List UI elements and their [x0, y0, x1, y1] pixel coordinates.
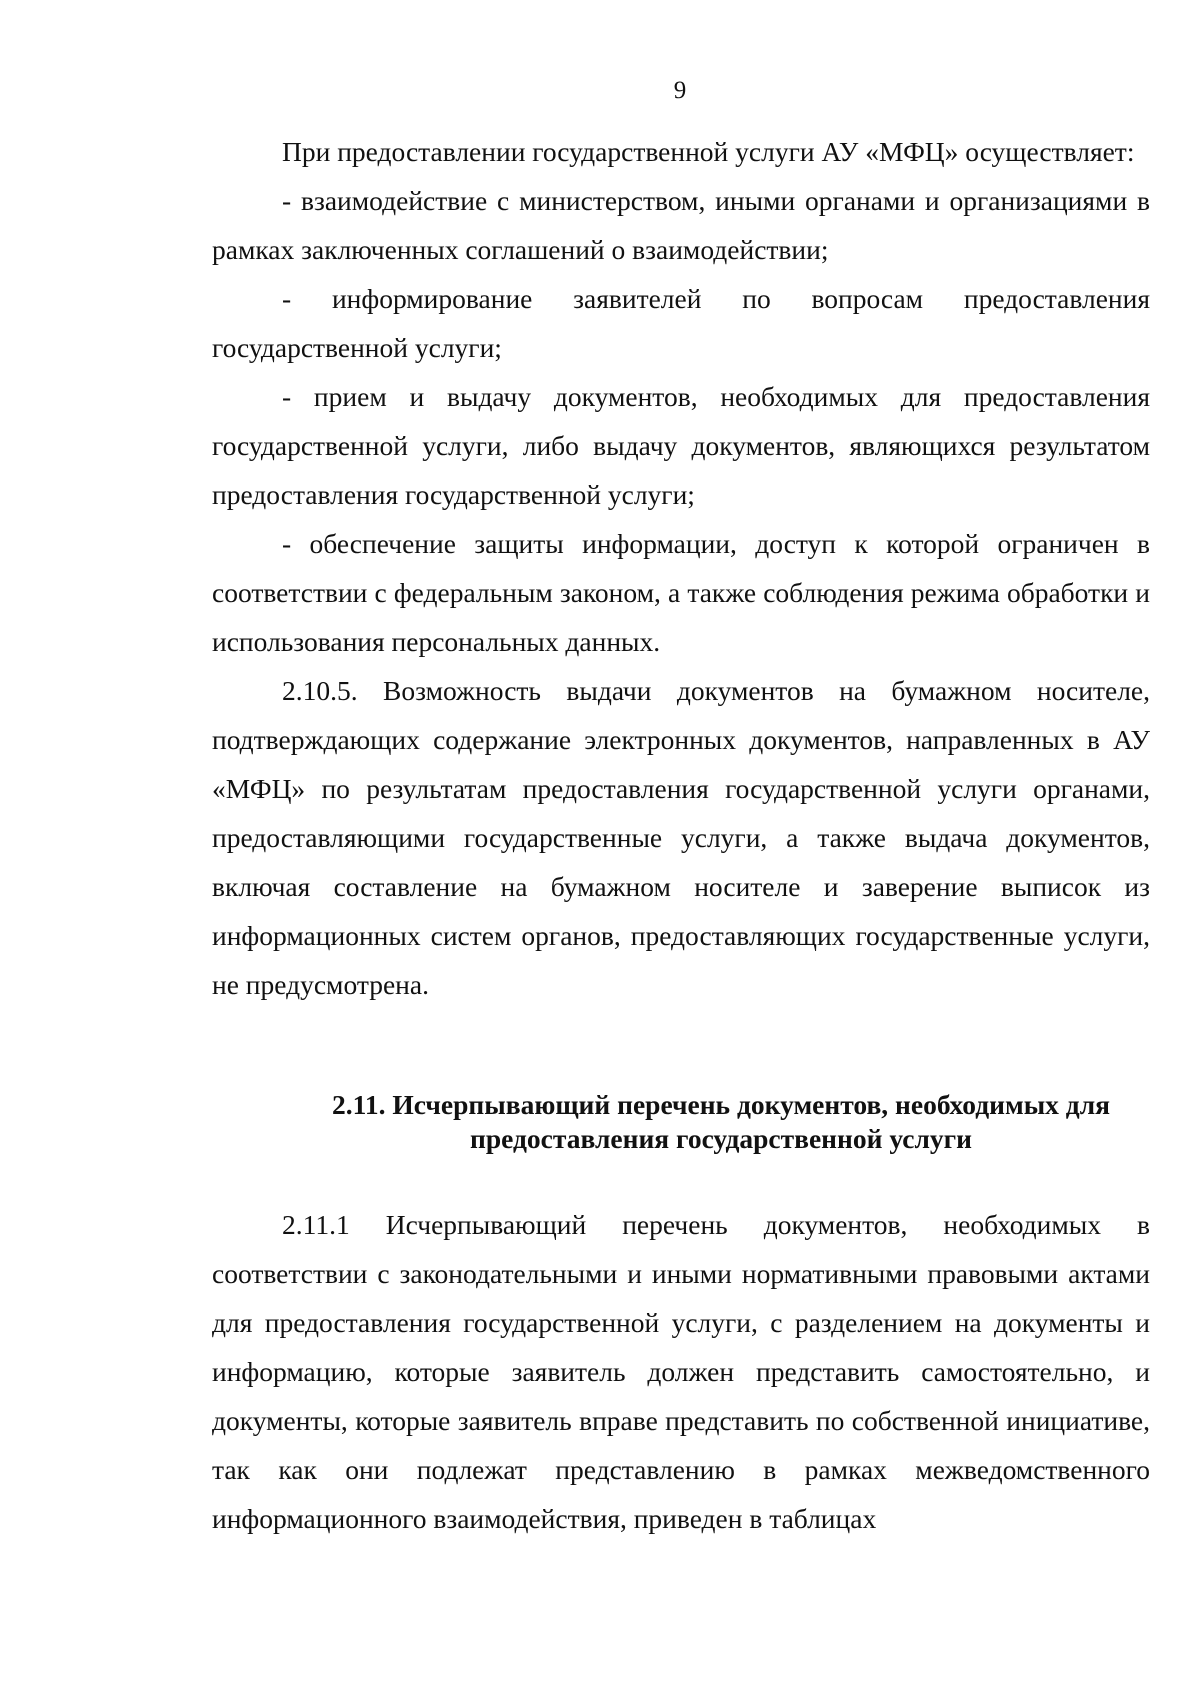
section-heading-line-2: предоставления государственной услуги — [470, 1123, 972, 1154]
paragraph-2-10-5: 2.10.5. Возможность выдачи документов на бумажном носителе, подтверждающих содержание электронных документов, направленных в АУ «МФЦ» по результатам предоставления государственной услуги органами, предоставляющими государственные услуги, а также выдача документов, включая составление на бумажном носителе и заверение выписок из информационных систем органов, предоставляющих государственные услуги, не предусмотрена. — [212, 675, 1150, 1000]
body-text-top — [212, 127, 1150, 1009]
paragraph-mfc-functions: При предоставлении государственной услуги АУ «МФЦ» осуществляет: — [282, 136, 1135, 167]
paragraph-receipt-issue: - прием и выдачу документов, необходимых для предоставления государственной услуги, либо выдачу документов, являющихся результатом предоставления государственной услуги; — [212, 381, 1150, 510]
section-heading-line-1: 2.11. Исчерпывающий перечень документов, необходимых для — [331, 1089, 1111, 1120]
section-heading-2-11 — [212, 1088, 1150, 1156]
paragraph-informing: - информирование заявителей по вопросам предоставления государственной услуги; — [212, 283, 1150, 363]
page-number: 9 — [673, 77, 687, 104]
body-text-bottom — [212, 1200, 1150, 1543]
paragraph-interaction: - взаимодействие с министерством, иными органами и организациями в рамках заключенных соглашений о взаимодействии; — [212, 185, 1150, 265]
paragraph-data-protection: - обеспечение защиты информации, доступ к которой ограничен в соответствии с федеральным законом, а также соблюдения режима обработки и использования персональных данных. — [212, 528, 1150, 657]
paragraph-2-11-1: 2.11.1 Исчерпывающий перечень документов, необходимых в соответствии с законодательными и иными нормативными правовыми актами для предоставления государственной услуги, с разделением на документы и информацию, которые заявитель должен представить самостоятельно, и документы, которые заявитель вправе представить по собственной инициативе, так как они подлежат представлению в рамках межведомственного информационного взаимодействия, приведен в таблицах — [212, 1209, 1150, 1534]
